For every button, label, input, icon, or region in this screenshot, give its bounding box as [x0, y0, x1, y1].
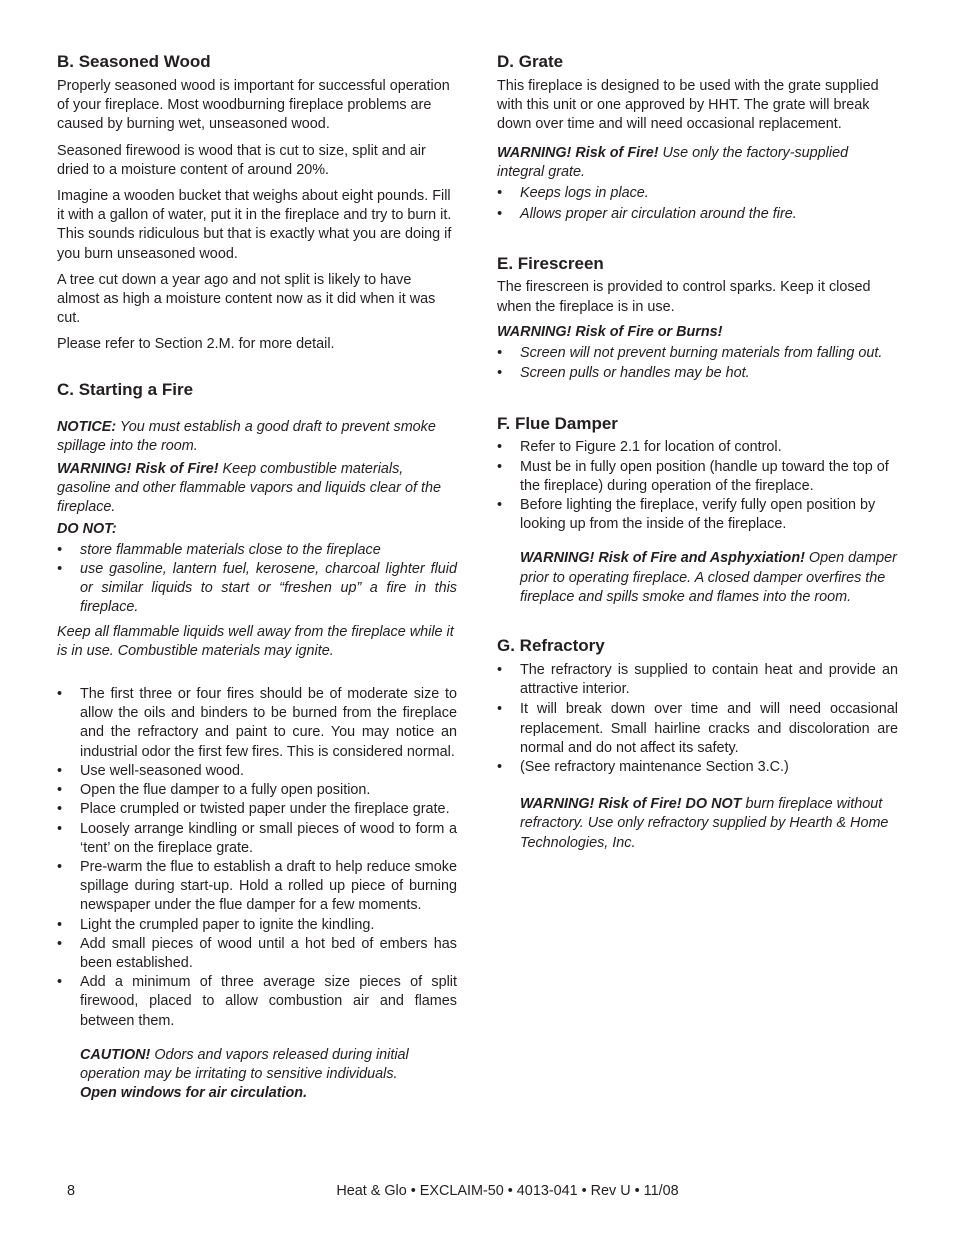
section-b-paragraph: Imagine a wooden bucket that weighs about eight pounds. Fill it with a gallon of water, put it in the fireplace and try to burn it. This sounds ridiculous but that is exactly what you are doing if you burn unseasoned wood. — [57, 188, 452, 262]
caution-label: CAUTION! — [80, 1046, 151, 1063]
section-e-paragraph: The firescreen is provided to control sparks. Keep it closed when the fireplace is in use. — [497, 279, 871, 315]
do-not-list — [57, 541, 457, 618]
section-b-paragraph: Please refer to Section 2.M. for more detail. — [57, 336, 335, 353]
caution-text: Odors and vapors released during initial operation may be irritating to sensitive individuals. — [80, 1046, 409, 1082]
section-c-heading: C. Starting a Fire — [57, 379, 194, 399]
warning-label: WARNING! Risk of Fire or Burns! — [497, 323, 723, 340]
refractory-list — [497, 661, 898, 777]
warning-paragraph — [57, 460, 457, 518]
list-item: • Add a minimum of three average size pieces of split firewood, placed to allow combustion air and flames between them. — [57, 973, 457, 1031]
flue-damper-list — [497, 438, 898, 534]
warning-paragraph — [497, 549, 898, 607]
page-number: 8 — [67, 1183, 76, 1199]
section-f-heading: F. Flue Damper — [497, 414, 618, 434]
list-item: • Before lighting the fireplace, verify fully open position by looking up from the inside of the fireplace. — [497, 496, 898, 534]
warning-text: Use only the factory-supplied integral grate. — [497, 144, 849, 180]
do-not-label: DO NOT: — [57, 520, 117, 537]
list-item: • Screen pulls or handles may be hot. — [497, 364, 898, 383]
warning-paragraph — [497, 144, 898, 182]
warning-label: WARNING! Risk of Fire and Asphyxiation! — [520, 550, 805, 567]
list-item: • Loosely arrange kindling or small pieces of wood to form a ‘tent’ on the fireplace grate. — [57, 820, 457, 858]
section-b-paragraph: A tree cut down a year ago and not split is likely to have almost as high a moisture content now as it did when it was cut. — [57, 271, 436, 327]
section-b-paragraph: Properly seasoned wood is important for successful operation of your fireplace. Most woodburning fireplace problems are caused by burning wet, unseasoned wood. — [57, 78, 450, 133]
warning-label: WARNING! Risk of Fire! — [497, 144, 659, 161]
warning-text: Keep combustible materials, gasoline and other flammable vapors and liquids clear of the fireplace. — [57, 461, 441, 516]
keep-paragraph: Keep all flammable liquids well away from the fireplace while it is in use. Combustible materials may ignite. — [57, 623, 454, 659]
list-item: • Pre-warm the flue to establish a draft to help reduce smoke spillage during start-up. Hold a rolled up piece of burning newspaper under the flue damper for a few moments. — [57, 858, 457, 916]
warning-label: WARNING! Risk of Fire! — [57, 461, 219, 478]
grate-list — [497, 184, 898, 224]
list-item: • Must be in fully open position (handle up toward the top of the fireplace) during operation of the fireplace. — [497, 458, 898, 496]
list-item: • Keeps logs in place. — [497, 184, 898, 203]
list-item: • use gasoline, lantern fuel, kerosene, charcoal lighter fluid or similar liquids to start or “freshen up” a fire in this fireplace. — [57, 560, 457, 618]
section-d-paragraph: This fireplace is designed to be used with the grate supplied with this unit or one approved by HHT. The grate will break down over time and will need occasional replacement. — [497, 78, 879, 133]
list-item: • Allows proper air circulation around the fire. — [497, 205, 898, 224]
right-column — [497, 52, 898, 853]
list-item: • The refractory is supplied to contain heat and provide an attractive interior. — [497, 661, 898, 699]
list-item: • (See refractory maintenance Section 3.C.) — [497, 758, 898, 777]
warning-label: WARNING! Risk of Fire! DO NOT — [520, 796, 742, 813]
list-item: • store flammable materials close to the fireplace — [57, 541, 457, 560]
section-d-heading: D. Grate — [497, 52, 564, 71]
caution-paragraph — [57, 1046, 457, 1104]
warning-text: Open damper prior to operating fireplace. A closed damper overfires the fireplace and spills smoke and flames into the room. — [520, 550, 897, 605]
section-b-paragraph: Seasoned firewood is wood that is cut to size, split and air dried to a moisture content of around 20%. — [57, 142, 426, 178]
section-g-heading: G. Refractory — [497, 636, 605, 656]
list-item: • It will break down over time and will need occasional replacement. Small hairline cracks and discoloration are normal and do not affect its safety. — [497, 700, 898, 758]
list-item: • Screen will not prevent burning materials from falling out. — [497, 344, 898, 363]
list-item: • Place crumpled or twisted paper under the fireplace grate. — [57, 800, 457, 819]
list-item: • Light the crumpled paper to ignite the kindling. — [57, 916, 457, 935]
section-e-heading: E. Firescreen — [497, 254, 604, 274]
list-item: • The first three or four fires should be of moderate size to allow the oils and binders to be burned from the fireplace and the refractory and paint to cure. You may notice an industrial odor the first few fires. This is considered normal. — [57, 685, 457, 762]
list-item: • Add small pieces of wood until a hot bed of embers has been established. — [57, 935, 457, 973]
notice-label: NOTICE: — [57, 418, 117, 435]
warning-paragraph — [497, 795, 898, 853]
notice-paragraph — [57, 418, 457, 456]
caution-bold-text: Open windows for air circulation. — [80, 1085, 308, 1102]
warning-text: burn fireplace without refractory. Use only refractory supplied by Hearth & Home Technologies, Inc. — [520, 796, 889, 851]
left-column — [57, 52, 457, 1103]
starting-steps-list — [57, 685, 457, 1031]
firescreen-list — [497, 344, 898, 383]
list-item: • Refer to Figure 2.1 for location of control. — [497, 438, 898, 457]
section-b-heading: B. Seasoned Wood — [57, 52, 211, 71]
list-item: • Use well-seasoned wood. — [57, 762, 457, 781]
list-item: • Open the flue damper to a fully open position. — [57, 781, 457, 800]
notice-text: You must establish a good draft to prevent smoke spillage into the room. — [57, 418, 436, 454]
footer-text: Heat & Glo • EXCLAIM-50 • 4013-041 • Rev U • 11/08 — [336, 1183, 679, 1199]
